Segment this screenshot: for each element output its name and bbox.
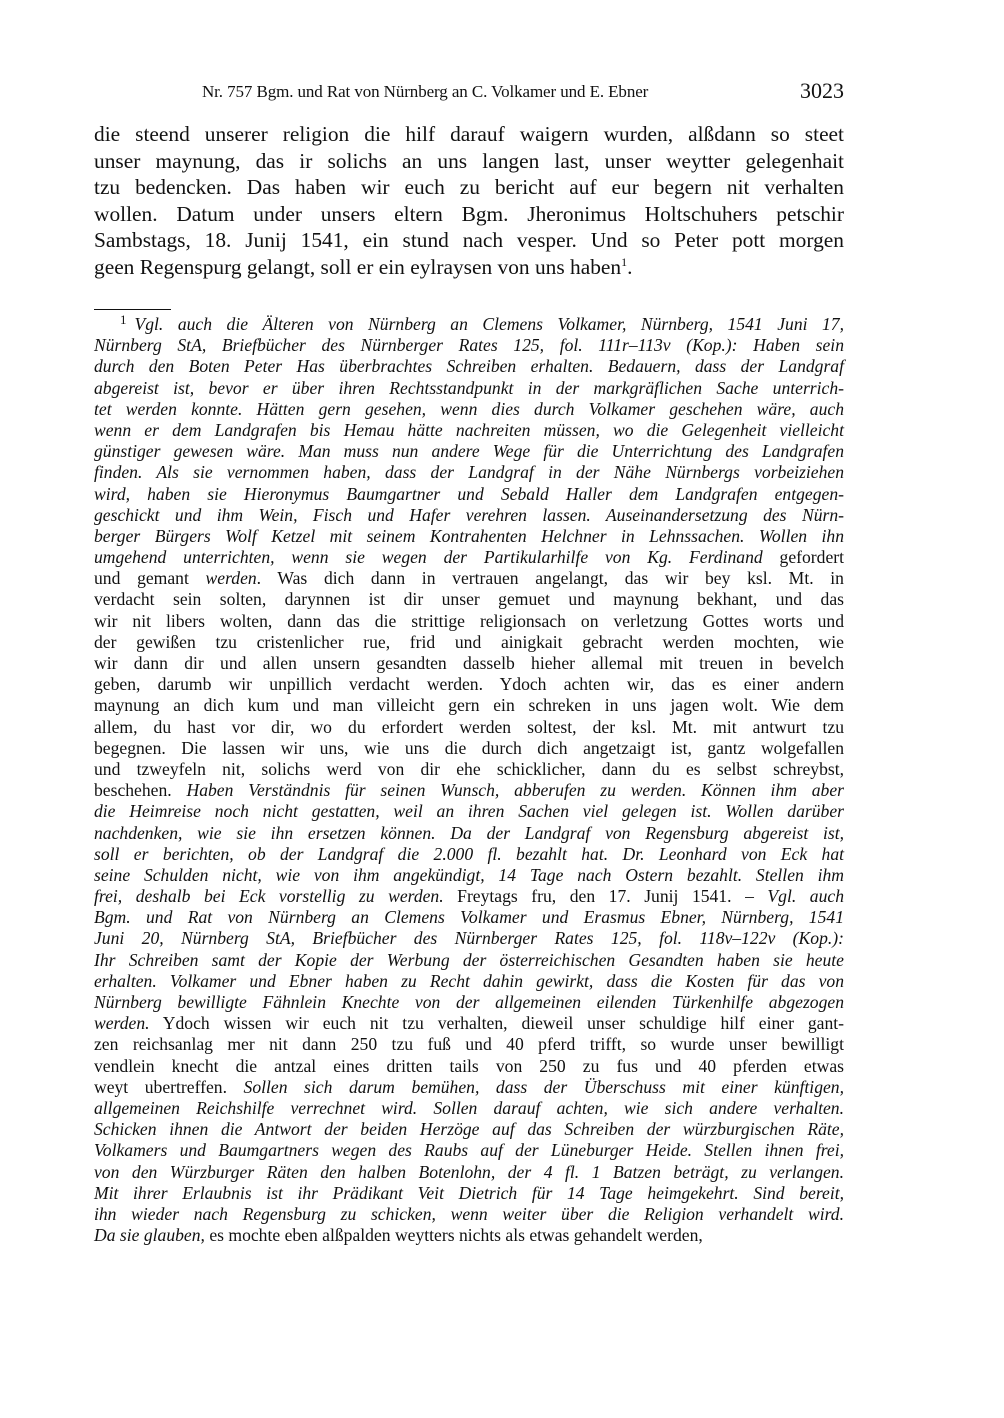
footnote-line xyxy=(94,759,844,780)
source-quote-text: . Was dich dann in vertrauen angelangt, das wir bey ksl. Mt. in xyxy=(256,568,844,589)
source-quote-text: gefordert xyxy=(762,547,844,568)
footnote-line xyxy=(94,505,844,526)
footnote-line xyxy=(94,1077,844,1098)
editorial-summary-text: allgemeinen Reichshilfe verrechnet wird. Sollen darauf achten, wie sich andere verhalten. xyxy=(94,1097,844,1118)
main-text xyxy=(94,121,844,280)
source-quote-text: maynung an dich kum und man villeicht gern ein schreken in uns jagen wolt. Wie dem xyxy=(94,695,844,716)
editorial-summary-text: Nürnberg bewilligte Fähnlein Knechte von der allgemeinen eilenden Türkenhilfe abgezogen xyxy=(94,992,844,1012)
editorial-summary-text: die Heimreise noch nicht gestatten, weil an ihren Sachen viel gelegen ist. Wollen darüber xyxy=(94,801,844,822)
source-quote-text: allem, du hast vor dir, wo du erfordert werden soltest, der ksl. Mt. mit antwurt tzu xyxy=(94,716,844,737)
footnote-line xyxy=(94,1098,844,1119)
editorial-summary-text: abgereist ist, bevor er über ihren Rechtsstandpunkt in der markgräflichen Sache unterrich- xyxy=(94,377,844,398)
editorial-summary-text: nachdenken, wie sie ihn ersetzen können. Da der Landgraf von Regensburg abgereist ist, xyxy=(94,822,844,843)
editorial-summary-text: Mit ihrer Erlaubnis ist ihr Prädikant Veit Dietrich für 14 Tage heimgekehrt. Sind bereit, xyxy=(94,1182,844,1203)
body-line-last xyxy=(94,254,844,281)
footnote-line xyxy=(94,462,844,483)
footnote-1 xyxy=(94,314,844,1246)
editorial-summary-text: werden xyxy=(205,568,257,589)
footnote-line xyxy=(94,1013,844,1034)
editorial-summary-text: Bgm. und Rat von Nürnberg an Clemens Volkamer und Erasmus Ebner, Nürnberg, 1541 xyxy=(94,907,844,928)
editorial-summary-text: Sollen sich darum bemühen, dass der Überschuss mit einer künftigen, xyxy=(243,1076,844,1097)
footnote-line xyxy=(94,611,844,632)
source-quote-text: der gewißen tzu cristenlicher rue, frid und ainigkait gebracht werden mochten, wie xyxy=(94,631,844,652)
source-quote-text: Freytags fru, den 17. Junij 1541. – xyxy=(443,886,768,907)
editorial-summary-text: Nürnberg StA, Briefbücher des Nürnberger Rates 125, fol. 111r–113v (Kop.): Haben sein xyxy=(94,335,844,356)
footnote-line xyxy=(94,1034,844,1055)
editorial-summary-text: wird, haben sie Hieronymus Baumgartner und Sebald Haller dem Landgrafen entgegen- xyxy=(94,483,844,504)
footnote-reference[interactable]: 1 xyxy=(621,254,628,269)
footnote-line xyxy=(94,780,844,801)
footnote-line xyxy=(94,547,844,568)
footnote-line xyxy=(94,695,844,716)
footnote-line xyxy=(94,378,844,399)
footnote-line xyxy=(94,356,844,377)
editorial-summary-text: tet werden konnte. Hätten gern gesehen, wenn dies durch Volkamer geschehen wäre, auch xyxy=(94,398,844,419)
source-quote-text: wir nit libers wolten, dann das die strittige religionsach on verletzung Gottes worts und xyxy=(94,610,844,631)
editorial-summary-text: frei, deshalb bei Eck vorstellig zu werden. xyxy=(94,886,444,907)
footnote-line xyxy=(94,1119,844,1140)
editorial-summary-text: berger Bürgers Wolf Ketzel mit seinem Kontrahenten Helchner in Lehnssachen. Wollen ihn xyxy=(94,525,844,546)
editorial-summary-text: Vgl. auch die Älteren von Nürnberg an Clemens Volkamer, Nürnberg, 1541 Juni 17, xyxy=(134,314,844,334)
footnote-line xyxy=(94,632,844,653)
source-quote-text: verdacht sein solten, darynnen ist dir unser gemuet und maynung bekhant, und das xyxy=(94,589,844,610)
editorial-summary-text: günstiger gewesen wäre. Man muss nun andere Wege für die Unterrichtung des Landgrafen xyxy=(94,441,844,462)
footnote-line xyxy=(94,1056,844,1077)
footnote-line xyxy=(94,674,844,695)
footnote-line xyxy=(94,335,844,356)
source-quote-text: es mochte eben alßpalden weytters nichts als etwas gehandelt werden, xyxy=(204,1225,703,1246)
footnote-line xyxy=(94,1162,844,1183)
footnote-line xyxy=(94,568,844,589)
body-line: tzu bedencken. Das haben wir euch zu bericht auf eur begern nit verhalten xyxy=(94,175,844,199)
editorial-summary-text: Da sie glauben, xyxy=(94,1225,205,1246)
source-quote-text: Ydoch wissen wir euch nit tzu verhalten, dieweil unser schuldige hilf einer gant- xyxy=(149,1013,844,1034)
editorial-summary-text: werden. xyxy=(94,1013,150,1034)
editorial-summary-text: soll er berichten, ob der Landgraf die 2.000 fl. bezahlt hat. Dr. Leonhard von Eck hat xyxy=(94,843,844,864)
source-quote-text: weyt ubertreffen. xyxy=(94,1076,244,1097)
editorial-summary-text: Vgl. auch xyxy=(767,886,844,907)
footnote-line xyxy=(94,420,844,441)
footnote-line xyxy=(94,441,844,462)
footnote-line xyxy=(94,738,844,759)
editorial-summary-text: umgehend unterrichten, wenn sie wegen der Partikularhilfe von Kg. Ferdinand xyxy=(94,547,763,568)
footnote-line xyxy=(94,1140,844,1161)
footnote-line xyxy=(94,992,844,1013)
footnote-line xyxy=(94,1225,844,1246)
body-line: wollen. Datum under unsers eltern Bgm. Jheronimus Holtschuhers petschir xyxy=(94,201,844,226)
source-quote-text: beschehen. xyxy=(94,780,187,801)
footnote-line xyxy=(94,844,844,865)
footnote-line xyxy=(94,865,844,886)
body-final-punct: . xyxy=(627,254,633,279)
running-head-title: Nr. 757 Bgm. und Rat von Nürnberg an C. Volkamer und E. Ebner xyxy=(202,82,649,101)
source-quote-text: vendlein knecht die antzal eines dritten tails von 250 zu fus und 40 pferden etwas xyxy=(94,1055,844,1076)
source-quote-text: und gemant xyxy=(94,568,206,589)
footnote-line xyxy=(94,717,844,738)
editorial-summary-text: seine Schulden nicht, wie von ihm angekündigt, 14 Tage nach Ostern bezahlt. Stellen ihm xyxy=(94,864,844,885)
editorial-summary-text: Haben Verständnis für seinen Wunsch, abberufen zu werden. Können ihm aber xyxy=(186,780,845,801)
footnote-line xyxy=(94,801,844,822)
editorial-summary-text: finden. Als sie vernommen haben, dass der Landgraf in der Nähe Nürnbergs vorbeiziehen xyxy=(94,462,844,483)
footnote-line xyxy=(94,971,844,992)
footnote-line xyxy=(94,399,844,420)
footnote-separator xyxy=(94,309,171,310)
source-quote-text: und tzweyfeln nit, solichs werd von dir ehe schicklicher, dann du es selbst schreybst, xyxy=(94,758,844,779)
footnote-line xyxy=(94,886,844,907)
footnote-line xyxy=(94,907,844,928)
footnote-line xyxy=(94,526,844,547)
editorial-summary-text: Volkamers und Baumgartners wegen des Raubs auf der Lüneburger Heide. Stellen ihnen frei, xyxy=(94,1140,844,1161)
footnote-line xyxy=(94,653,844,674)
running-head xyxy=(94,80,844,106)
footnote-line xyxy=(94,589,844,610)
body-line: Sambstags, 18. Junij 1541, ein stund nach vesper. Und so Peter pott morgen xyxy=(94,228,844,252)
footnote-line xyxy=(94,950,844,971)
editorial-summary-text: wenn er dem Landgrafen bis Hemau hätte nachreiten müssen, wo die Gelegenheit vielleicht xyxy=(94,419,844,440)
source-quote-text: zen reichsanlag mer nit dann 250 tzu fuß und 40 pferd trifft, so wurde unser bewilligt xyxy=(94,1034,844,1055)
page-number: 3023 xyxy=(800,78,844,103)
footnote-line xyxy=(94,314,844,335)
editorial-summary-text: von den Würzburger Räten den halben Botenlohn, der 4 fl. 1 Batzen beträgt, zu verlangen. xyxy=(94,1161,844,1182)
editorial-summary-text: ihn wieder nach Regensburg zu schicken, wenn weiter über die Religion verhandelt wird. xyxy=(94,1203,844,1224)
body-line-text: geen Regenspurg gelangt, soll er ein eylraysen von uns haben xyxy=(94,254,622,279)
editorial-summary-text: Schicken ihnen die Antwort der beiden Herzöge auf das Schreiben der würzburgischen Räte, xyxy=(94,1119,844,1140)
body-line: unser maynung, das ir solichs an uns langen last, unser weytter gelegenhait xyxy=(94,148,844,173)
footnote-line xyxy=(94,928,844,949)
editorial-summary-text: durch den Boten Peter Has überbrachtes Schreiben erhalten. Bedauern, dass der Landgraf xyxy=(94,356,844,377)
editorial-summary-text: Juni 20, Nürnberg StA, Briefbücher des Nürnberger Rates 125, fol. 118v–122v (Kop.): xyxy=(94,928,844,949)
footnote-line xyxy=(94,823,844,844)
footnote-line xyxy=(94,1204,844,1225)
source-quote-text: wir dann dir und allen unsern gesandten dasselb hieher allemal mit treuen in bevelch xyxy=(94,653,844,673)
editorial-summary-text: Ihr Schreiben samt der Kopie der Werbung der österreichischen Gesandten haben sie heute xyxy=(94,949,844,970)
footnote-line xyxy=(94,484,844,505)
editorial-summary-text: geschickt und ihm Wein, Fisch und Hafer verehren lassen. Auseinandersetzung des Nürn- xyxy=(94,504,844,525)
footnote-line xyxy=(94,1183,844,1204)
editorial-summary-text: erhalten. Volkamer und Ebner haben zu Recht dahin gewirkt, dass die Kosten für das von xyxy=(94,970,844,991)
source-quote-text: begegnen. Die lassen wir uns, wie uns die durch dich angetzaigt ist, gantz wolgefallen xyxy=(94,737,844,758)
body-line: die steend unserer religion die hilf darauf waigern wurden, alßdann so steet xyxy=(94,122,844,146)
source-quote-text: geben, darumb wir unpillich verdacht werden. Ydoch achten wir, das es einer andern xyxy=(94,674,844,695)
footnote-number: 1 xyxy=(120,312,127,327)
